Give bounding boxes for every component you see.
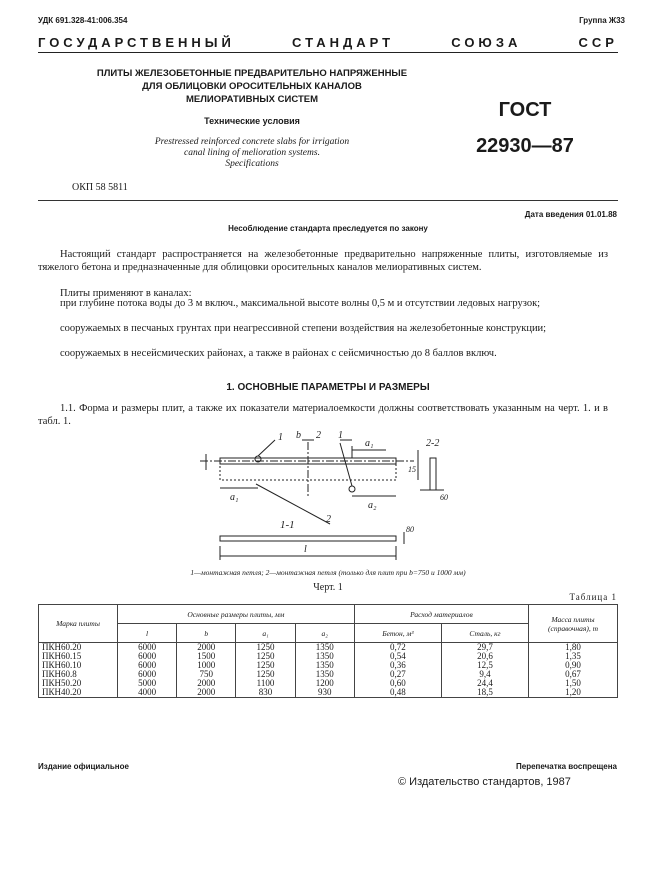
table-cell: 4000 [118, 688, 177, 698]
state-standard-banner [38, 35, 618, 50]
table-cell: 1250 [236, 661, 295, 670]
label-marker-1: 1 [278, 432, 283, 443]
table-cell: 930 [295, 688, 354, 698]
table-cell: 0,27 [354, 670, 441, 679]
table-cell: 1350 [295, 670, 354, 679]
group-code: Группа Ж33 [579, 16, 625, 25]
intro-paragraph: сооружаемых в песчаных грунтах при неагрессивной степени воздействия на железобетонные конструкции; [60, 323, 547, 334]
title-divider [38, 200, 618, 201]
lifting-loop-icon [349, 486, 355, 492]
table-cell: 24,4 [441, 679, 528, 688]
label-l: l [304, 544, 307, 555]
table-cell: 0,48 [354, 688, 441, 698]
copyright-symbol-icon: © [398, 776, 407, 788]
section-1-1-profile [220, 536, 396, 541]
table-cell: 5000 [118, 679, 177, 688]
table-cell: 1250 [236, 670, 295, 679]
table-cell: 1250 [236, 643, 295, 653]
intro-paragraph: при глубине потока воды до 3 м включ., максимальной высоте волны 0,5 м и отсутствии ледовых нагрузок; [60, 298, 541, 309]
english-title [72, 137, 432, 170]
section-paragraph: 1.1. Форма и размеры плит, а также их показатели материалоемкости должны соответствовать указанным на черт. 1. и в табл. 1. [38, 403, 608, 427]
leader-line [256, 484, 330, 524]
table-label: Таблица 1 [569, 592, 617, 602]
table-cell: 6000 [118, 643, 177, 653]
table-cell: 20,6 [441, 652, 528, 661]
okp-code: ОКП 58 5811 [72, 182, 128, 193]
label-a1: a₁ [365, 438, 374, 449]
table-cell: 0,72 [354, 643, 441, 653]
label-marker-1: 1 [338, 430, 343, 441]
header-a1: a₁ [236, 624, 295, 643]
table-cell-mark: ПКН60.10 [39, 661, 118, 670]
slab-parameters-table [38, 604, 618, 698]
table-cell: 6000 [118, 652, 177, 661]
table-cell-mark: ПКН60.15 [39, 652, 118, 661]
table-cell: 1500 [177, 652, 236, 661]
section-heading: 1. ОСНОВНЫЕ ПАРАМЕТРЫ И РАЗМЕРЫ [226, 382, 430, 393]
table-cell: 1000 [177, 661, 236, 670]
introduction-date [525, 210, 617, 219]
table-cell: 1,35 [529, 652, 618, 661]
table-cell-mark: ПКН60.8 [39, 670, 118, 679]
slab-drawing [190, 428, 470, 566]
table-cell: 1,50 [529, 679, 618, 688]
label-marker-2: 2 [326, 514, 331, 525]
label-a1: a₁ [230, 492, 239, 503]
label-dim-15: 15 [408, 465, 416, 474]
table-cell: 1350 [295, 652, 354, 661]
table-cell: 6000 [118, 670, 177, 679]
header-concrete: Бетон, м³ [354, 624, 441, 643]
reprint-notice: Перепечатка воспрещена [516, 762, 617, 771]
table-cell-mark: ПКН60.20 [39, 643, 118, 653]
table-cell: 1350 [295, 661, 354, 670]
table-cell: 18,5 [441, 688, 528, 698]
label-section-2-2: 2-2 [426, 438, 440, 449]
label-dim-60: 60 [440, 493, 448, 502]
gost-label: ГОСТ [498, 99, 552, 121]
table-cell: 1,80 [529, 643, 618, 653]
table-cell: 1,20 [529, 688, 618, 698]
figure-caption: 1—монтажная петля; 2—монтажная петля (только для плит при b=750 и 1000 мм) [190, 568, 466, 577]
table-cell-mark: ПКН40.20 [39, 688, 118, 698]
gost-designation [465, 92, 585, 164]
english-title-line: Prestressed reinforced concrete slabs for irrigation [154, 137, 350, 147]
table-cell: 1350 [295, 643, 354, 653]
intro-paragraph: Плиты применяют в каналах: [60, 288, 192, 299]
table-cell: 750 [177, 670, 236, 679]
header-a2: a₂ [295, 624, 354, 643]
table-cell: 29,7 [441, 643, 528, 653]
title-line: МЕЛИОРАТИВНЫХ СИСТЕМ [185, 94, 319, 105]
document-subtitle: Технические условия [204, 116, 300, 126]
table-cell: 0,54 [354, 652, 441, 661]
table-cell: 12,5 [441, 661, 528, 670]
table-cell-mark: ПКН50.20 [39, 679, 118, 688]
table-cell: 1200 [295, 679, 354, 688]
header-dims-group: Основные размеры плиты, мм [118, 605, 355, 624]
english-title-line: canal lining of melioration systems. [184, 148, 320, 158]
table-row [39, 688, 618, 698]
table-cell: 2000 [177, 688, 236, 698]
label-marker-2: 2 [316, 430, 321, 441]
header-rule [38, 52, 618, 53]
table-cell: 830 [236, 688, 295, 698]
violation-notice: Несоблюдение стандарта преследуется по закону [228, 224, 428, 233]
banner-word: СТАНДАРТ [292, 35, 395, 50]
label-b: b [296, 430, 301, 441]
table-cell: 0,67 [529, 670, 618, 679]
official-edition: Издание официальное [38, 762, 129, 771]
copyright [398, 776, 571, 788]
title-line: ПЛИТЫ ЖЕЛЕЗОБЕТОННЫЕ ПРЕДВАРИТЕЛЬНО НАПРЯЖЕННЫЕ [96, 68, 408, 79]
header-materials-group: Расход материалов [354, 605, 528, 624]
table-cell: 2000 [177, 679, 236, 688]
header-steel: Сталь, кг [441, 624, 528, 643]
label-dim-80: 80 [406, 525, 414, 534]
udk-code: УДК 691.328-41:006.354 [38, 16, 128, 25]
table-cell: 6000 [118, 661, 177, 670]
date-value: 01.01.88 [585, 210, 617, 219]
gost-number: 22930—87 [476, 135, 574, 157]
title-line: ДЛЯ ОБЛИЦОВКИ ОРОСИТЕЛЬНЫХ КАНАЛОВ [142, 81, 362, 92]
table-cell: 2000 [177, 643, 236, 653]
intro-paragraph: сооружаемых в несейсмических районах, а также в районах с сейсмичностью до 8 баллов включ. [60, 348, 497, 359]
header-b: b [177, 624, 236, 643]
date-label: Дата введения [524, 210, 584, 219]
table-cell: 1250 [236, 652, 295, 661]
leader-line [258, 440, 275, 456]
table-cell: 1100 [236, 679, 295, 688]
banner-word: ССР [578, 35, 618, 50]
intro-paragraph: Настоящий стандарт распространяется на железобетонные предварительно напряженные плиты, изготовляемые из тяжелого бетона и предназначенные для облицовки оросительных каналов мелиоративных систем. [38, 249, 608, 273]
table-cell: 0,60 [354, 679, 441, 688]
table-cell: 9,4 [441, 670, 528, 679]
header-mark: Марка плиты [39, 605, 118, 643]
table-cell: 0,36 [354, 661, 441, 670]
figure-number: Черт. 1 [313, 582, 343, 593]
document-title [72, 67, 432, 106]
english-title-line: Specifications [225, 159, 279, 169]
copyright-text: Издательство стандартов, 1987 [409, 776, 571, 788]
banner-word: СОЮЗА [451, 35, 522, 50]
header-l: l [118, 624, 177, 643]
label-a2: a₂ [368, 500, 377, 511]
table-cell: 0,90 [529, 661, 618, 670]
label-section-1-1: 1-1 [280, 519, 295, 531]
header-mass: Масса плиты (справочная), т [529, 605, 618, 643]
banner-word: ГОСУДАРСТВЕННЫЙ [38, 35, 235, 50]
section-2-2-profile [430, 458, 436, 490]
